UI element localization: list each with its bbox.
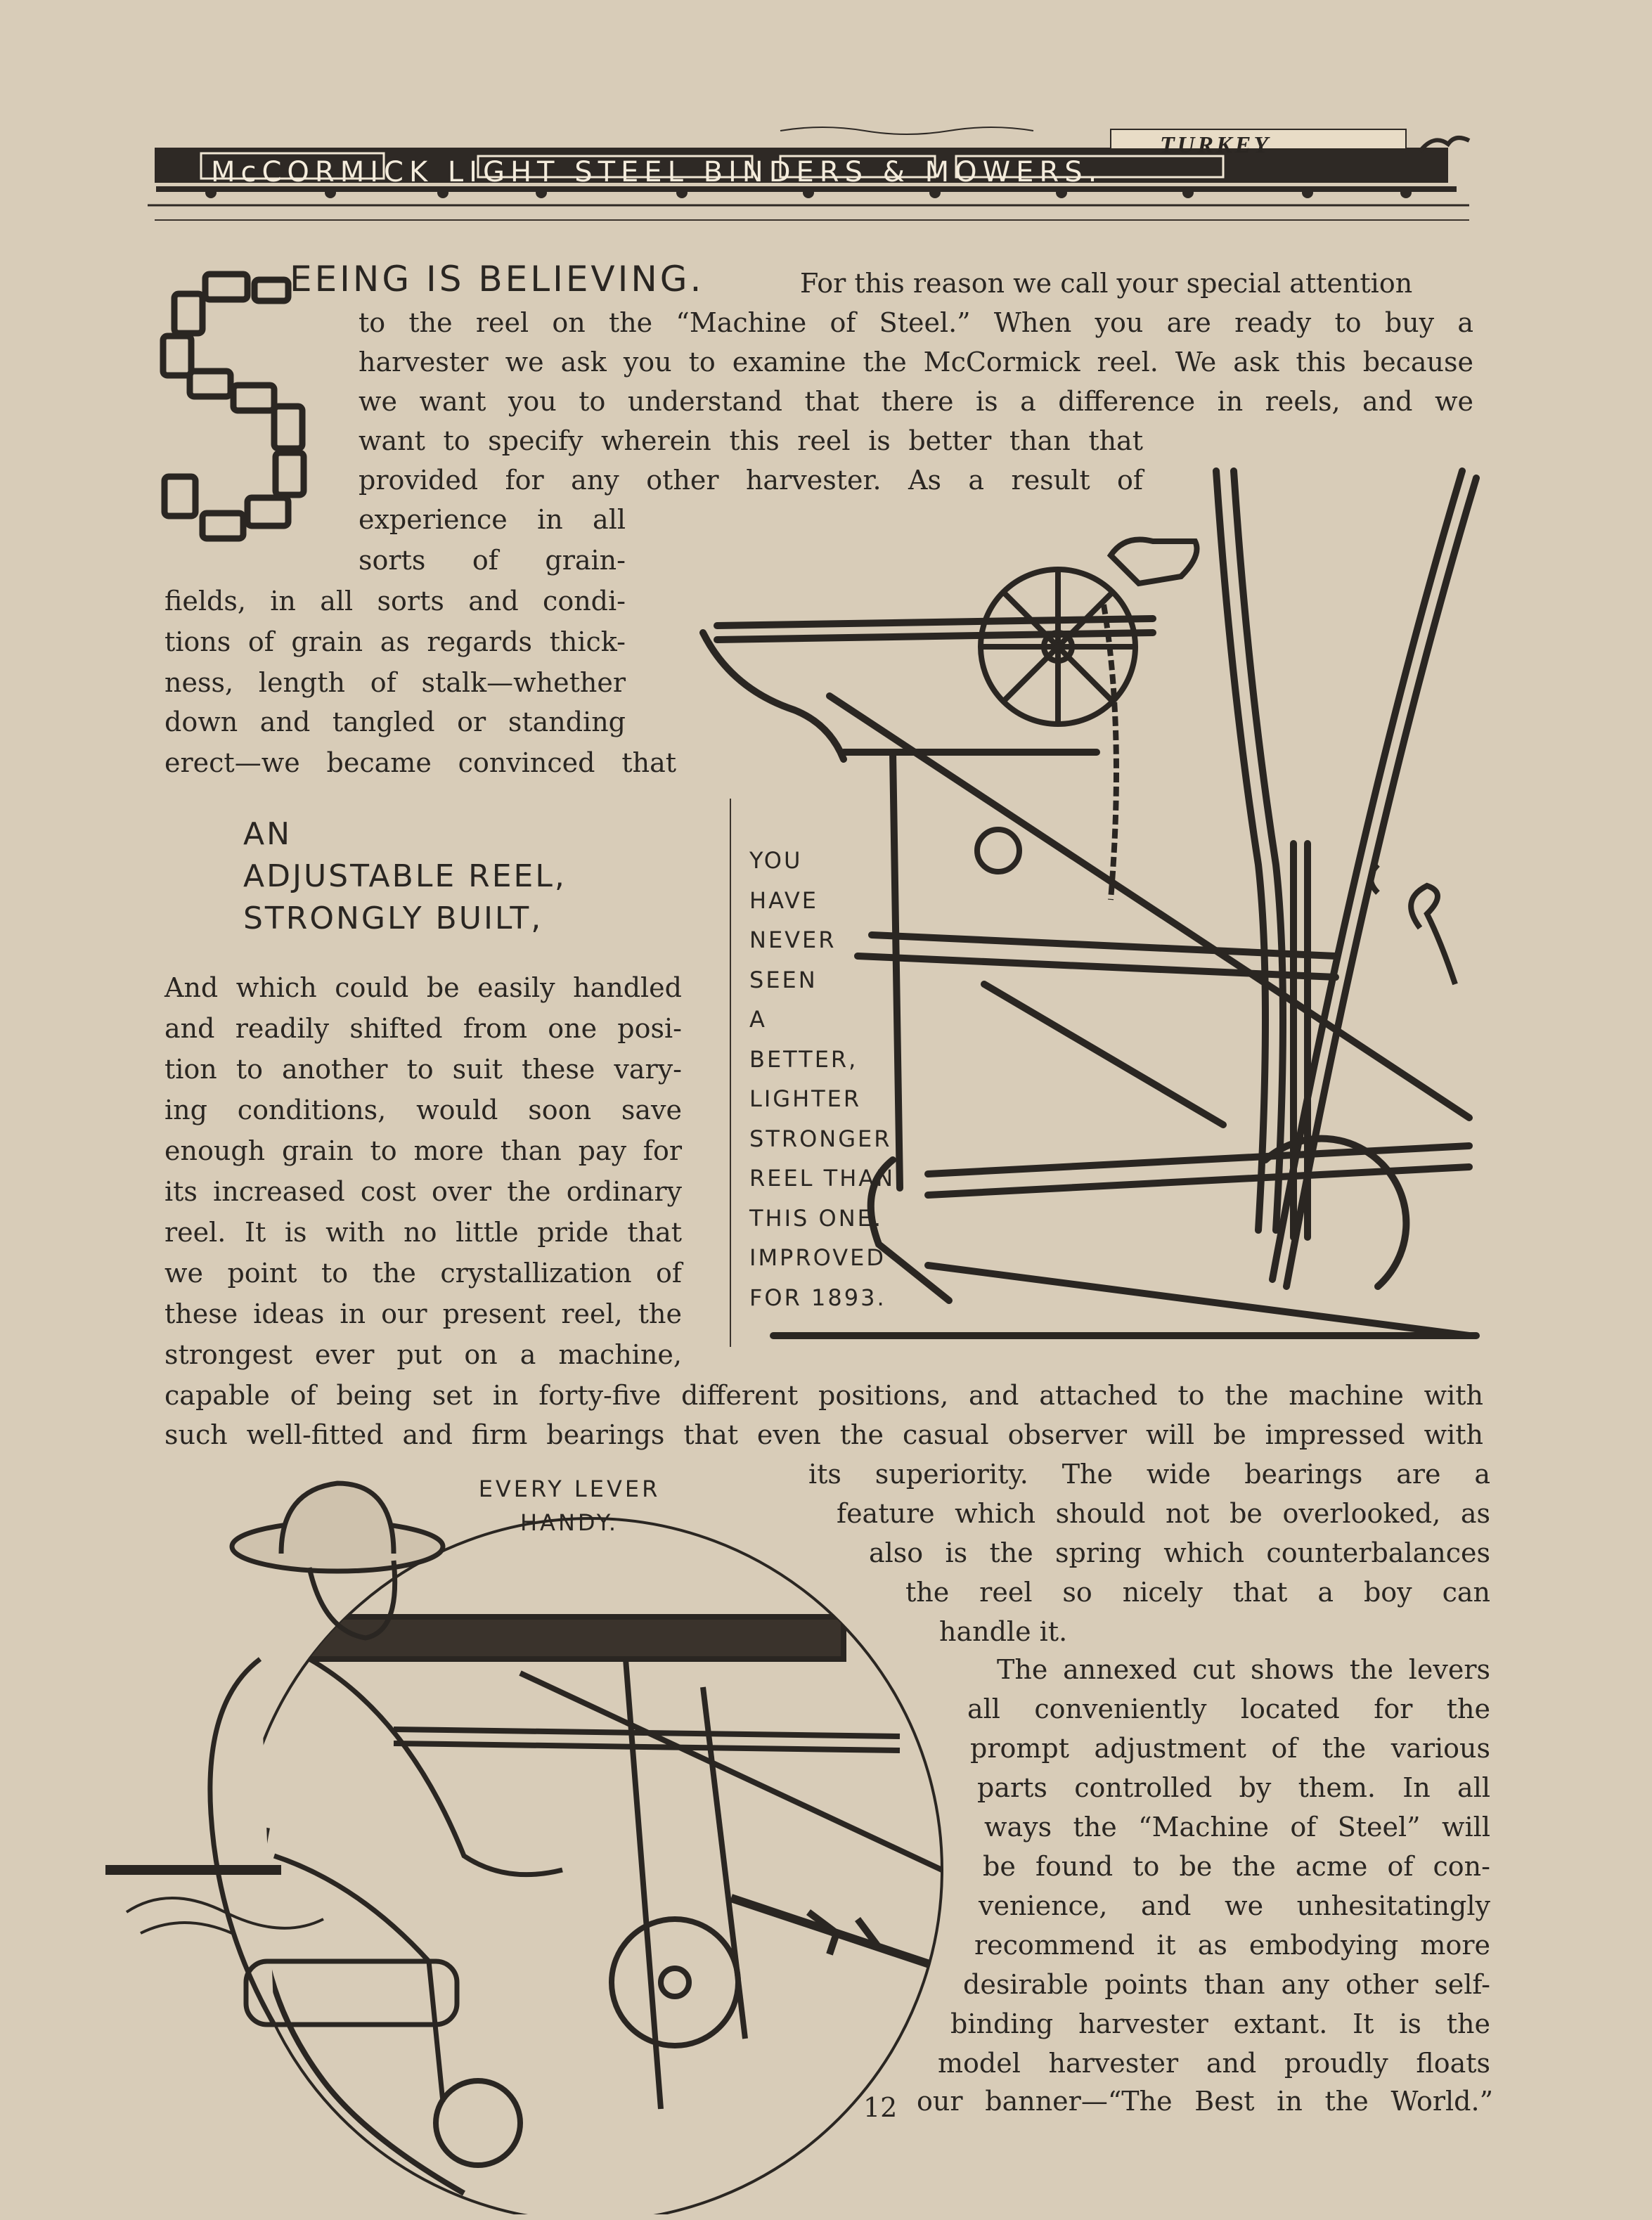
banner-text: McCORMICK LIGHT STEEL BINDERS & MOWERS.: [211, 156, 1103, 188]
reel-caption-line: IMPROVED: [749, 1244, 886, 1271]
reel-caption-line: HAVE: [749, 886, 819, 914]
body-line-15: also is the spring which counterbalances: [869, 1537, 1490, 1568]
closing-line-4: parts controlled by them. In all: [977, 1772, 1490, 1803]
body-line-12: such well-fitted and firm bearings that even the casual observer will be impressed with: [164, 1419, 1483, 1450]
reel-caption-line: FOR 1893.: [749, 1284, 886, 1311]
reel-mechanism-illustration: [661, 422, 1511, 1350]
body-line-2: and readily shifted from one posi-: [164, 1013, 682, 1044]
body-line-1: And which could be easily handled: [164, 972, 682, 1003]
intro-line-13: erect—we became convinced that: [164, 747, 676, 778]
body-line-10: strongest ever put on a machine,: [164, 1339, 682, 1370]
intro-line-1: For this reason we call your special attention: [800, 268, 1413, 299]
closing-line-5: ways the “Machine of Steel” will: [984, 1812, 1490, 1843]
intro-line-10: tions of grain as regards thick-: [164, 626, 626, 657]
body-line-8: we point to the crystallization of: [164, 1258, 682, 1289]
body-line-3: tion to another to suit these vary-: [164, 1054, 682, 1085]
body-line-16: the reel so nicely that a boy can: [905, 1577, 1490, 1608]
headline: EEING IS BELIEVING.: [290, 259, 704, 299]
body-line-7: reel. It is with no little pride that: [164, 1217, 682, 1248]
lever-caption-line: HANDY.: [520, 1509, 619, 1536]
body-line-6: its increased cost over the ordinary: [164, 1176, 682, 1207]
closing-line-1: The annexed cut shows the levers: [997, 1654, 1490, 1685]
intro-line-3: harvester we ask you to examine the McCormick reel. We ask this because: [359, 347, 1473, 377]
body-line-4: ing conditions, would soon save: [164, 1095, 682, 1125]
intro-line-12: down and tangled or standing: [164, 706, 626, 737]
intro-line-4: we want you to understand that there is a difference in reels, and we: [359, 386, 1473, 417]
lever-caption-line: EVERY LEVER: [478, 1476, 661, 1502]
reel-caption-line: STRONGER: [749, 1125, 892, 1152]
closing-line-10: binding harvester extant. It is the: [950, 2008, 1490, 2039]
reel-caption-line: A: [749, 1006, 767, 1033]
closing-line-12: our banner—“The Best in the World.”: [917, 2086, 1493, 2117]
closing-line-11: model harvester and proudly floats: [938, 2048, 1490, 2079]
body-line-11: capable of being set in forty-five different positions, and attached to the machine with: [164, 1380, 1483, 1411]
closing-line-3: prompt adjustment of the various: [970, 1733, 1490, 1764]
subhead-line-1: AN: [243, 816, 292, 852]
closing-line-9: desirable points than any other self-: [963, 1969, 1490, 2000]
closing-line-8: recommend it as embodying more: [974, 1930, 1490, 1961]
reel-caption-line: REEL THAN: [749, 1165, 896, 1192]
chain-letter-s-icon: [156, 266, 325, 575]
closing-line-2: all conveniently located for the: [967, 1693, 1490, 1724]
intro-line-8: sorts of grain-: [359, 545, 626, 576]
intro-line-2: to the reel on the “Machine of Steel.” When you are ready to buy a: [359, 307, 1473, 338]
closing-line-6: be found to be the acme of con-: [983, 1851, 1490, 1882]
intro-line-5: want to specify wherein this reel is better than that: [359, 425, 1143, 456]
body-line-13: its superiority. The wide bearings are a: [808, 1459, 1490, 1490]
body-line-17: handle it.: [939, 1616, 1068, 1647]
farmer-on-harvester-illustration: [98, 1476, 956, 2214]
body-line-14: feature which should not be overlooked, as: [837, 1498, 1490, 1529]
closing-line-7: venience, and we unhesitatingly: [979, 1890, 1490, 1921]
reel-caption-line: NEVER: [749, 927, 837, 953]
reel-caption-line: BETTER,: [749, 1045, 858, 1073]
intro-line-11: ness, length of stalk—whether: [164, 667, 626, 698]
page-number: 12: [863, 2092, 898, 2123]
subhead-line-3: STRONGLY BUILT,: [243, 901, 543, 936]
reel-caption-line: THIS ONE.: [749, 1204, 884, 1232]
reel-caption-line: LIGHTER: [749, 1085, 862, 1112]
header-rule: [155, 219, 1469, 221]
intro-line-9: fields, in all sorts and condi-: [164, 586, 626, 617]
intro-line-6: provided for any other harvester. As a result of: [359, 465, 1143, 496]
reel-caption-line: YOU: [749, 847, 803, 874]
subhead-line-2: ADJUSTABLE REEL,: [243, 858, 567, 894]
body-line-9: these ideas in our present reel, the: [164, 1298, 682, 1329]
reel-caption-line: SEEN: [749, 966, 818, 993]
banner-tag: TURKEY: [1160, 132, 1272, 158]
intro-line-7: experience in all: [359, 504, 626, 535]
body-line-5: enough grain to more than pay for: [164, 1135, 682, 1166]
